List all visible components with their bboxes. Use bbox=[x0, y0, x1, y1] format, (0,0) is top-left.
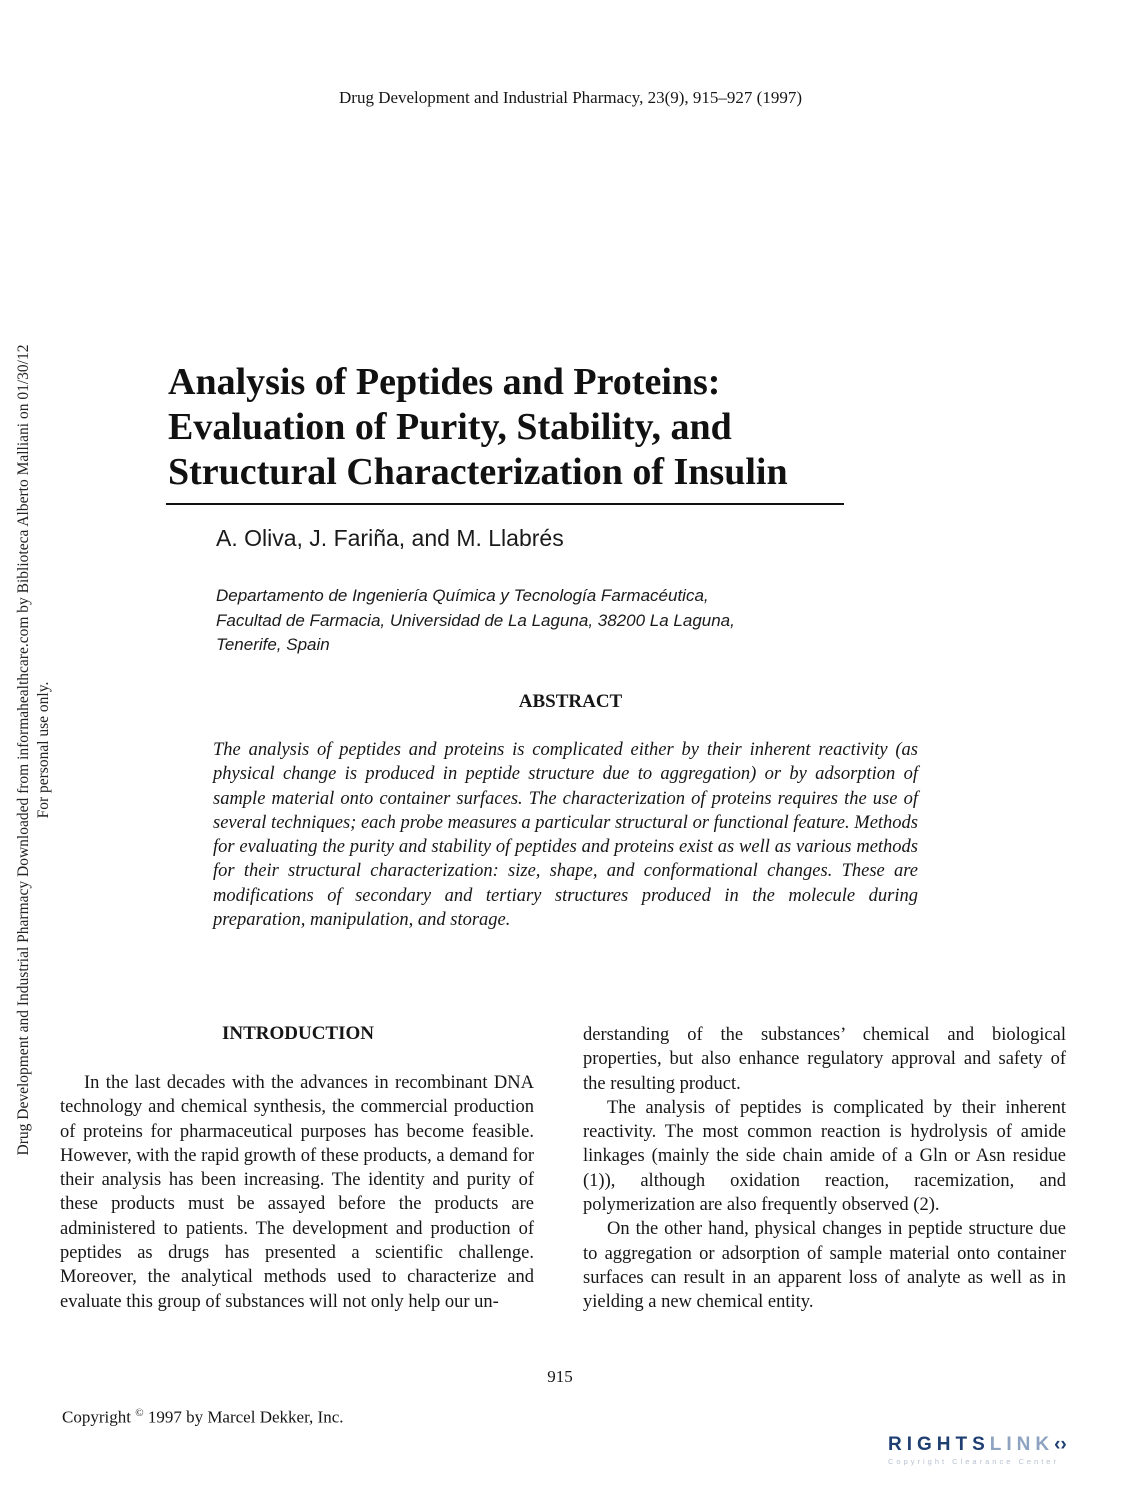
body-paragraph: In the last decades with the advances in recombinant DNA technology and chemical synthesis, the commercial production of proteins for pharmaceutical purposes has become feasible. However, with the rapid growth of these products, a demand for their analysis has been increasing. The identity and purity of these products must be assayed before the products are administered to patients. The development and production of peptides as drugs has presented a scientific challenge. Moreover, the analytical methods used to characterize and evaluate this group of substances will not only help our un- bbox=[60, 1073, 534, 1312]
title-line: Evaluation of Purity, Stability, and bbox=[168, 406, 732, 448]
article-title bbox=[168, 360, 868, 495]
rightslink-wordmark bbox=[888, 1434, 1123, 1456]
copyright-notice bbox=[62, 1407, 344, 1428]
rightslink-logo bbox=[888, 1434, 1123, 1474]
title-rule bbox=[166, 503, 844, 505]
body-paragraph: derstanding of the substances’ chemical and biological properties, but also enhance regulatory approval and safety of the resulting product. bbox=[583, 1025, 1066, 1094]
abstract-text: The analysis of peptides and proteins is complicated either by their inherent reactivity (as physical change is produced in peptide structure due to aggregation) or by adsorption of sample material onto container surfaces. The characterization of proteins requires the use of several techniques; each probe measures a particular structural or functional feature. Methods for evaluating the purity and stability of peptides and proteins exist as well as various methods for their structural characterization: size, shape, and conformational changes. These are modifications of secondary and tertiary structures produced in the molecule during preparation, manipulation, and storage. bbox=[213, 740, 918, 931]
rightslink-subtitle: Copyright Clearance Center bbox=[888, 1457, 1059, 1466]
journal-header: Drug Development and Industrial Pharmacy, 23(9), 915–927 (1997) bbox=[339, 88, 802, 107]
abstract-heading: ABSTRACT bbox=[518, 691, 623, 712]
title-line: Structural Characterization of Insulin bbox=[168, 451, 788, 493]
left-column bbox=[60, 1071, 534, 1314]
introduction-heading: INTRODUCTION bbox=[221, 1023, 375, 1044]
body-paragraph: The analysis of peptides is complicated by their inherent reactivity. The most common reaction is hydrolysis of amide linkages (mainly the side chain amide of a Gln or Asn residue (1)), although oxidation reaction, racemization, and polymerization are also frequently observed (2). bbox=[583, 1097, 1066, 1216]
rightslink-link: LINK bbox=[989, 1434, 1055, 1455]
page-number: 915 bbox=[547, 1367, 573, 1386]
download-stamp-line2: For personal use only. bbox=[35, 681, 52, 819]
title-line: Analysis of Peptides and Proteins: bbox=[168, 361, 721, 403]
affiliation-line: Tenerife, Spain bbox=[216, 635, 330, 654]
download-stamp-line1: Drug Development and Industrial Pharmacy Downloaded from informahealthcare.com by Biblioteca Alberto Malliani on 01/30/12 bbox=[15, 344, 32, 1156]
copyright-rest: 1997 by Marcel Dekker, Inc. bbox=[147, 1407, 344, 1427]
copyright-symbol: © bbox=[135, 1407, 144, 1419]
affiliation-line: Departamento de Ingeniería Química y Tecnología Farmacéutica, bbox=[216, 586, 709, 605]
rightslink-arrows-icon: ‹› bbox=[1054, 1434, 1067, 1455]
copyright-prefix: Copyright bbox=[62, 1407, 131, 1427]
rightslink-rights: RIGHTS bbox=[888, 1434, 990, 1455]
body-paragraph: On the other hand, physical changes in peptide structure due to aggregation or adsorption of sample material onto container surfaces can result in an apparent loss of analyte as well as in yielding a new chemical entity. bbox=[583, 1219, 1066, 1313]
authors: A. Oliva, J. Fariña, and M. Llabrés bbox=[216, 525, 564, 551]
affiliation bbox=[216, 584, 856, 658]
right-column bbox=[583, 1023, 1066, 1315]
download-stamp bbox=[14, 310, 58, 1190]
affiliation-line: Facultad de Farmacia, Universidad de La Laguna, 38200 La Laguna, bbox=[216, 610, 735, 630]
